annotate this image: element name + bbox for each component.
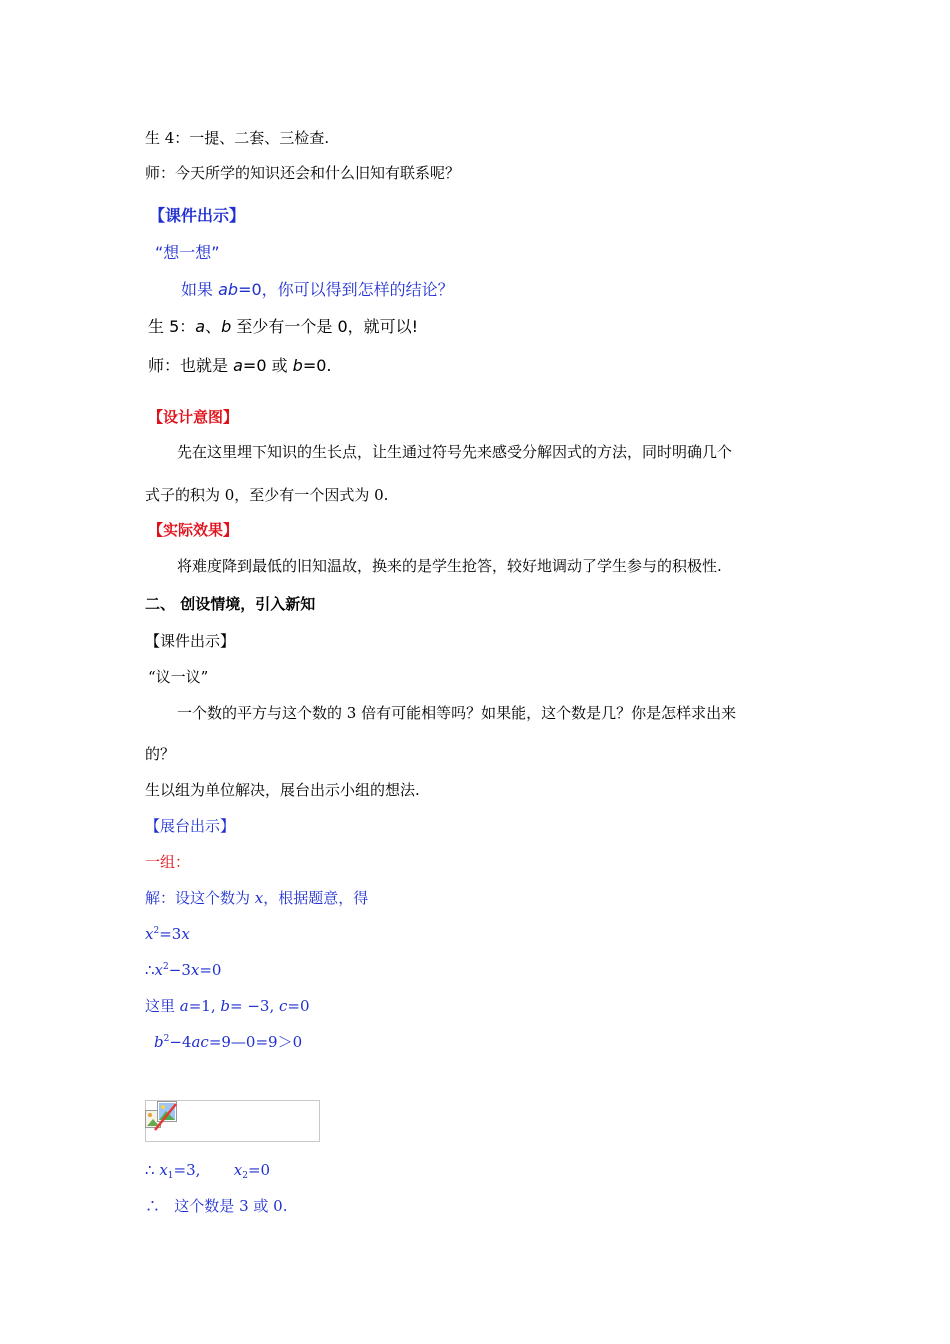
solution-setup: 解：设这个数为 x，根据题意，得 [145, 889, 369, 907]
discriminant-line: $b^2-4ac=9—0=9>0$ [154, 1033, 303, 1051]
conclusion-line: ∴ 这个数是 3 或 0. [145, 1197, 288, 1215]
actual-effect-heading: 【实际效果】 [148, 521, 239, 539]
problem-text-1: 一个数的平方与这个数的 3 倍有可能相等吗？如果能，这个数是几？你是怎样求出来 [177, 704, 737, 722]
group-one-label: 一组： [145, 853, 191, 871]
teacher-summary: 师：也就是 a=0 或 b=0. [148, 356, 332, 375]
problem-text-2: 的？ [145, 745, 176, 763]
student4-line: 生 4：一提、二套、三检查. [145, 129, 330, 147]
display-heading: 【展台出示】 [145, 817, 236, 835]
broken-image-icon [145, 1100, 179, 1132]
design-intent-heading: 【设计意图】 [148, 408, 239, 426]
design-intent-text-1: 先在这里埋下知识的生长点，让生通过符号先来感受分解因式的方法，同时明确几个 [177, 443, 733, 461]
section-two-heading: 二、 创设情境，引入新知 [145, 595, 316, 613]
actual-effect-text: 将难度降到最低的旧知温故，换来的是学生抢答，较好地调动了学生参与的积极性. [177, 557, 722, 575]
courseware-heading-2: 【课件出示】 [145, 632, 236, 650]
discuss-heading: “议一议” [148, 668, 209, 686]
courseware-heading-1: 【课件出示】 [149, 206, 246, 225]
group-instruction: 生以组为单位解决，展台出示小组的想法. [145, 781, 420, 799]
equation-2: $\therefore x^2-3x=0$ [145, 961, 222, 979]
equation-1: $x^2=3x$ [145, 925, 190, 943]
think-question: 如果 ab=0，你可以得到怎样的结论？ [181, 280, 454, 299]
coefficients-line: 这里 a=1, b= −3, c=0 [145, 997, 310, 1015]
think-heading: “想一想” [155, 243, 220, 262]
student5-answer: 生 5：a、b 至少有一个是 0，就可以! [148, 317, 419, 336]
teacher-question: 师：今天所学的知识还会和什么旧知有联系呢？ [145, 164, 461, 182]
design-intent-text-2: 式子的积为 0，至少有一个因式为 0. [145, 486, 389, 504]
roots-line: ∴ $x_1=3$, $x_2=0$ [145, 1161, 271, 1181]
